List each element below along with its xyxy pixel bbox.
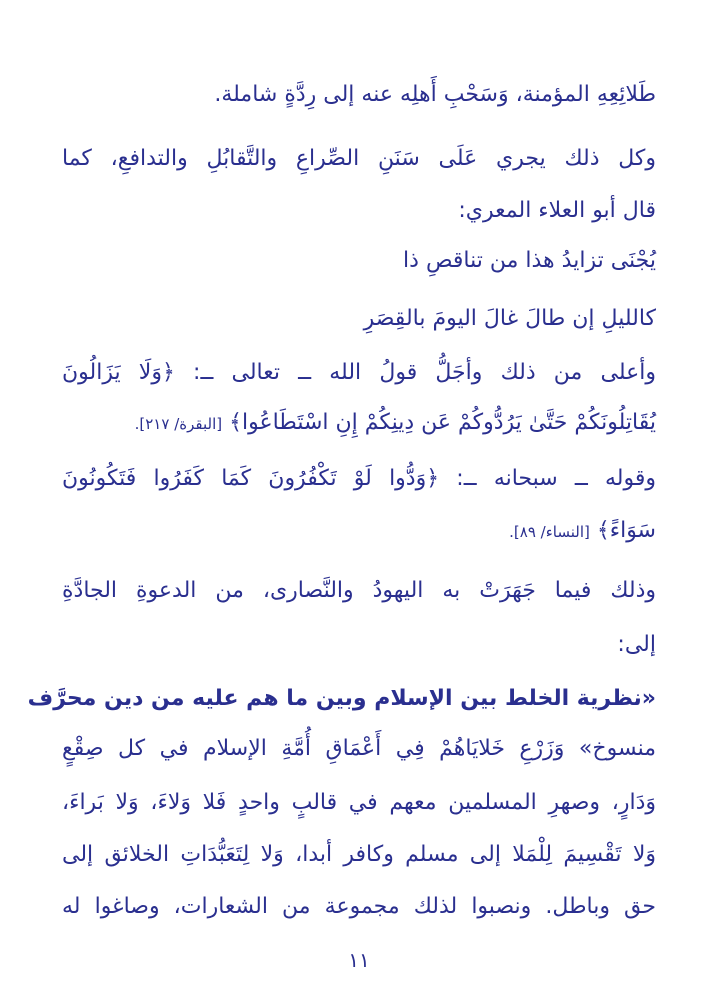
text-line-3: قال أبو العلاء المعري:: [458, 198, 656, 223]
text-line-9: [62, 514, 656, 549]
poem-hemistich-2: كالليلِ إن طالَ غالَ اليومَ بالقِصَرِ: [363, 306, 656, 331]
page-number: ١١: [348, 948, 370, 972]
text-line-13: منسوخ» وَزَرْعِ خَلايَاهُمْ فِي أَعْمَاقِ أُمَّةِ الإسلام في كل صِقْعٍ: [62, 736, 656, 761]
quran-verse: سَوَاءً﴾: [596, 518, 656, 543]
text-line-10: وذلك فيما جَهَرَتْ به اليهودُ والنَّصارى، من الدعوةِ الجادَّةِ: [62, 578, 656, 603]
text-line-1: طَلائِعِهِ المؤمنة، وَسَحْبِ أَهلِه عنه إلى رِدَّةٍ شاملة.: [214, 82, 656, 107]
text-line-11: إلى:: [617, 632, 656, 657]
quran-verse: يُقَاتِلُونَكُمْ حَتَّىٰ يَرُدُّوكُمْ عَن دِينِكُمْ إِنِ اسْتَطَاعُوا﴾: [229, 410, 656, 435]
text-line-16: حق وباطل. ونصبوا لذلك مجموعة من الشعارات، وصاغوا له: [62, 894, 656, 919]
text-line-6: وأعلى من ذلك وأجَلُّ قولُ الله ــ تعالى ــ: ﴿وَلَا يَزَالُونَ: [62, 360, 656, 385]
verse-reference: [البقرة/ ٢١٧].: [134, 415, 223, 433]
text-line-15: وَلا تَقْسِيمَ لِلْمَلا إلى مسلم وكافر أبدا، وَلا لِتَعَبُّدَاتِ الخلائق إلى: [62, 842, 656, 867]
text-line-7: [62, 406, 656, 441]
text-line-2: وكل ذلك يجري عَلَى سَنَنِ الصِّراعِ والتَّقابُلِ والتدافعِ، كما: [62, 146, 656, 171]
poem-hemistich-1: يُجْنَى تزايدُ هذا من تناقصِ ذا: [403, 248, 656, 273]
text-line-12: «نظرية الخلط بين الإسلام وبين ما هم عليه من دين محرَّف: [27, 686, 656, 711]
text-line-14: وَدَارٍ، وصهرِ المسلمين معهم في قالبٍ واحدٍ فَلا وَلاءَ، وَلا بَراءَ،: [62, 790, 656, 815]
verse-reference: [النساء/ ٨٩].: [509, 523, 590, 541]
text-line-8: وقوله ــ سبحانه ــ: ﴿وَدُّوا لَوْ تَكْفُرُونَ كَمَا كَفَرُوا فَتَكُونُونَ: [62, 466, 656, 491]
